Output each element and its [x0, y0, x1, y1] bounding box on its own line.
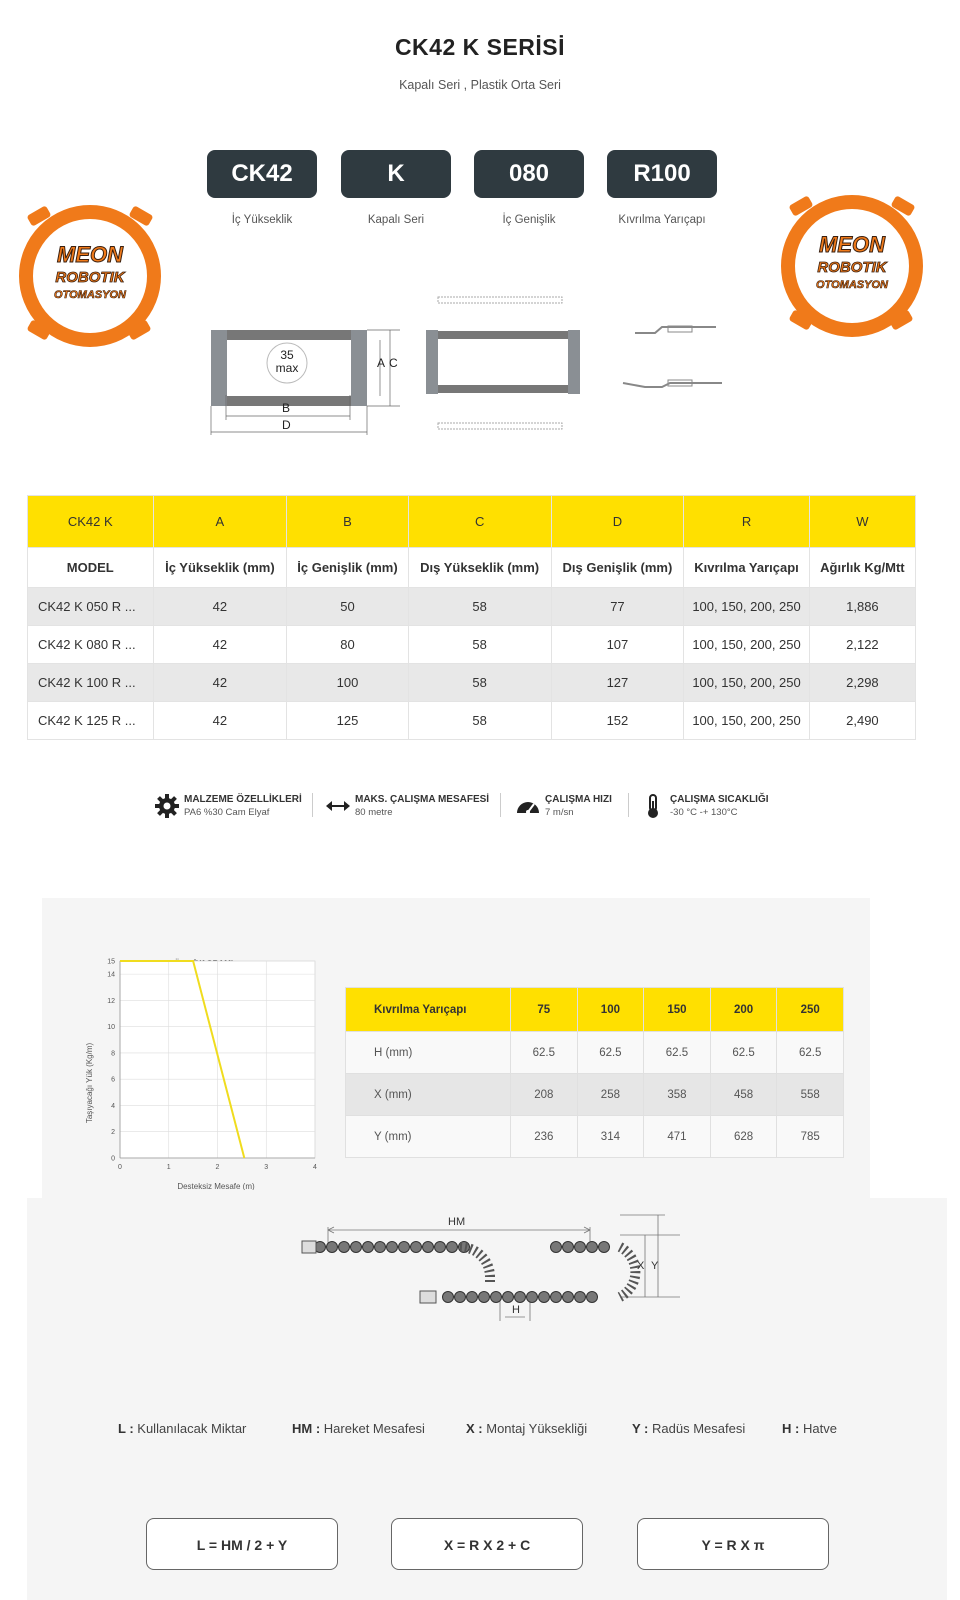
page-subtitle: Kapalı Seri , Plastik Orta Seri	[399, 78, 561, 92]
svg-text:H: H	[512, 1304, 520, 1316]
table-cell: Y (mm)	[346, 1116, 511, 1158]
svg-text:MEON: MEON	[57, 242, 123, 267]
feature-value: 80 metre	[355, 807, 393, 818]
table-cell: 100	[287, 664, 408, 702]
thermometer-icon	[640, 793, 666, 819]
radius-header-cell: 150	[644, 988, 711, 1032]
table-row	[346, 1116, 844, 1158]
table-cell: CK42 K 125 R ...	[28, 702, 154, 740]
table-cell: 62.5	[644, 1032, 711, 1074]
chain-installation-diagram	[300, 1205, 680, 1335]
code-box-radius: R100	[607, 150, 717, 198]
table-row	[28, 626, 916, 664]
chain-link	[399, 1242, 410, 1253]
svg-text:D: D	[282, 418, 291, 432]
chart-y-tick: 10	[107, 1024, 115, 1032]
chain-link	[539, 1292, 550, 1303]
table-cell: H (mm)	[346, 1032, 511, 1074]
spec-header-cell: CK42 K	[28, 496, 154, 548]
spec-header-cell: A	[153, 496, 287, 548]
company-logo-right	[772, 186, 932, 346]
table-cell: 2,490	[809, 702, 915, 740]
double-arrow-icon	[325, 793, 351, 819]
chain-link	[491, 1292, 502, 1303]
chain-link	[443, 1292, 454, 1303]
table-cell: 58	[408, 626, 551, 664]
table-cell: 58	[408, 664, 551, 702]
table-cell: 100, 150, 200, 250	[684, 702, 810, 740]
table-cell: 80	[287, 626, 408, 664]
table-cell: 2,122	[809, 626, 915, 664]
legend-item-y: Y : Radüs Mesafesi	[632, 1421, 746, 1436]
table-cell: 127	[551, 664, 684, 702]
table-cell: 785	[777, 1116, 844, 1158]
table-cell: 125	[287, 702, 408, 740]
table-cell: 42	[153, 626, 287, 664]
chart-x-tick: 1	[166, 1164, 171, 1171]
chart-y-tick: 0	[111, 1155, 115, 1163]
chart-y-tick: 2	[111, 1129, 115, 1137]
spec-subheader-cell: MODEL	[28, 548, 154, 588]
table-cell: 471	[644, 1116, 711, 1158]
svg-text:max: max	[275, 361, 299, 375]
table-cell: 107	[551, 626, 684, 664]
feature-value: PA6 %30 Cam Elyaf	[184, 807, 270, 818]
table-cell: 50	[287, 588, 408, 626]
table-cell: 42	[153, 664, 287, 702]
chart-x-tick: 4	[313, 1164, 317, 1171]
chart-x-tick: 0	[118, 1164, 122, 1171]
chain-link	[435, 1242, 446, 1253]
table-cell: CK42 K 050 R ...	[28, 588, 154, 626]
chart-x-tick: 3	[264, 1164, 269, 1171]
table-cell: 77	[551, 588, 684, 626]
chain-link	[563, 1292, 574, 1303]
spec-header-cell: C	[408, 496, 551, 548]
chain-front-view	[211, 330, 400, 435]
feature-material	[154, 793, 314, 825]
spec-subheader-cell: Dış Yükseklik (mm)	[408, 548, 551, 588]
spec-table-subheader	[28, 548, 916, 588]
radius-header-cell: 250	[777, 988, 844, 1032]
spec-subheader-cell: Ağırlık Kg/Mtt	[809, 548, 915, 588]
table-cell: 58	[408, 702, 551, 740]
svg-text:Y: Y	[651, 1260, 659, 1272]
table-cell: 558	[777, 1074, 844, 1116]
feature-title: ÇALIŞMA SICAKLIĞI	[670, 794, 769, 805]
chain-link	[527, 1292, 538, 1303]
spec-subheader-cell: İç Genişlik (mm)	[287, 548, 408, 588]
legend-item-l: L : Kullanılacak Miktar	[118, 1421, 247, 1436]
feature-divider	[628, 793, 629, 817]
chain-link	[351, 1242, 362, 1253]
feature-value: 7 m/sn	[545, 807, 574, 818]
table-cell: 208	[511, 1074, 578, 1116]
svg-text:OTOMASYON: OTOMASYON	[54, 289, 126, 301]
table-row	[28, 664, 916, 702]
radius-header-cell: 200	[710, 988, 777, 1032]
chain-end-bracket	[302, 1241, 316, 1253]
formula-mount-height: X = R X 2 + C	[391, 1518, 583, 1570]
formula-radius-distance: Y = R X π	[637, 1518, 829, 1570]
chain-side-view	[426, 297, 580, 429]
code-box-series: K	[341, 150, 451, 198]
feature-temperature	[640, 793, 770, 825]
svg-text:X: X	[637, 1260, 645, 1272]
code-box-width: 080	[474, 150, 584, 198]
chain-link	[551, 1242, 562, 1253]
spec-subheader-cell: Dış Genişlik (mm)	[551, 548, 684, 588]
chain-link	[423, 1242, 434, 1253]
feature-title: MALZEME ÖZELLİKLERİ	[184, 794, 302, 805]
chain-link	[599, 1242, 610, 1253]
table-row	[346, 1032, 844, 1074]
table-cell: 258	[577, 1074, 644, 1116]
chart-y-tick: 4	[111, 1102, 115, 1110]
radius-header-cell: 100	[577, 988, 644, 1032]
table-cell: X (mm)	[346, 1074, 511, 1116]
company-logo-left	[10, 196, 170, 356]
chain-link	[587, 1242, 598, 1253]
table-cell: 100, 150, 200, 250	[684, 588, 810, 626]
chain-link	[375, 1242, 386, 1253]
chart-y-label: Taşıyacağı Yük (Kg/m)	[85, 1042, 94, 1124]
chain-link	[479, 1292, 490, 1303]
svg-text:ROBOTIK: ROBOTIK	[55, 269, 125, 286]
table-cell: 152	[551, 702, 684, 740]
legend-item-hm: HM : Hareket Mesafesi	[292, 1421, 425, 1436]
svg-text:B: B	[282, 401, 291, 415]
page-title: CK42 K SERİSİ	[394, 34, 566, 60]
svg-text:C: C	[389, 356, 398, 370]
chain-link	[575, 1242, 586, 1253]
chart-y-tick: 15	[107, 958, 115, 966]
svg-text:HM: HM	[448, 1216, 466, 1228]
table-cell: 628	[710, 1116, 777, 1158]
table-cell: 236	[511, 1116, 578, 1158]
svg-text:MEON: MEON	[819, 232, 885, 257]
spec-header-cell: W	[809, 496, 915, 548]
table-cell: CK42 K 100 R ...	[28, 664, 154, 702]
table-cell: 358	[644, 1074, 711, 1116]
table-cell: 62.5	[577, 1032, 644, 1074]
speedometer-icon	[515, 793, 541, 819]
chain-link	[339, 1242, 350, 1253]
table-cell: 458	[710, 1074, 777, 1116]
svg-text:ROBOTIK: ROBOTIK	[817, 259, 887, 276]
table-cell: 100, 150, 200, 250	[684, 664, 810, 702]
svg-text:35: 35	[280, 348, 294, 362]
chain-link	[503, 1292, 514, 1303]
chart-y-tick: 12	[107, 997, 115, 1005]
table-cell: 2,298	[809, 664, 915, 702]
chain-link	[411, 1242, 422, 1253]
feature-distance	[325, 793, 500, 825]
table-cell: 314	[577, 1116, 644, 1158]
radius-table	[345, 987, 844, 1158]
feature-value: -30 °C -+ 130°C	[670, 807, 738, 818]
spec-header-cell: D	[551, 496, 684, 548]
spec-table-header	[28, 496, 916, 548]
chain-link	[575, 1292, 586, 1303]
table-row	[28, 702, 916, 740]
table-row	[346, 1074, 844, 1116]
table-cell: 42	[153, 702, 287, 740]
chain-link	[551, 1292, 562, 1303]
chain-link-profile	[623, 326, 722, 387]
feature-title: ÇALIŞMA HIZI	[545, 794, 612, 805]
chart-y-tick: 8	[111, 1050, 115, 1058]
spec-header-cell: R	[684, 496, 810, 548]
table-cell: 62.5	[511, 1032, 578, 1074]
table-row	[28, 588, 916, 626]
radius-header-cell: Kıvrılma Yarıçapı	[346, 988, 511, 1032]
spec-subheader-cell: İç Yükseklik (mm)	[153, 548, 287, 588]
legend-item-h: H : Hatve	[782, 1421, 837, 1436]
chain-link	[467, 1292, 478, 1303]
table-cell: 62.5	[710, 1032, 777, 1074]
code-label-series: Kapalı Seri	[367, 214, 425, 226]
legend-item-x: X : Montaj Yüksekliği	[466, 1421, 588, 1436]
feature-divider	[500, 793, 501, 817]
chart-x-label: Desteksiz Mesafe (m)	[177, 1182, 255, 1190]
code-label-radius: Kıvrılma Yarıçapı	[618, 214, 706, 226]
feature-divider	[312, 793, 313, 817]
formula-length: L = HM / 2 + Y	[146, 1518, 338, 1570]
chain-link	[563, 1242, 574, 1253]
svg-text:A: A	[377, 356, 386, 370]
spec-subheader-cell: Kıvrılma Yarıçapı	[684, 548, 810, 588]
radius-table-header	[346, 988, 844, 1032]
chain-link	[387, 1242, 398, 1253]
spec-header-cell: B	[287, 496, 408, 548]
chain-link	[515, 1292, 526, 1303]
table-cell: 58	[408, 588, 551, 626]
spec-table	[27, 495, 916, 740]
chain-link	[455, 1292, 466, 1303]
chain-link	[587, 1292, 598, 1303]
chart-y-tick: 14	[107, 971, 115, 979]
table-cell: 100, 150, 200, 250	[684, 626, 810, 664]
chain-link	[327, 1242, 338, 1253]
chain-link	[447, 1242, 458, 1253]
gear-icon	[154, 793, 180, 819]
table-cell: 62.5	[777, 1032, 844, 1074]
feature-speed	[515, 793, 625, 825]
code-box-height: CK42	[207, 150, 317, 198]
chain-link	[363, 1242, 374, 1253]
chain-cross-section-drawing	[200, 295, 760, 455]
feature-title: MAKS. ÇALIŞMA MESAFESİ	[355, 794, 490, 805]
svg-text:OTOMASYON: OTOMASYON	[816, 279, 888, 291]
code-label-height: İç Yükseklik	[231, 214, 293, 226]
table-cell: CK42 K 080 R ...	[28, 626, 154, 664]
chain-end-bracket	[420, 1291, 436, 1303]
table-cell: 1,886	[809, 588, 915, 626]
chart-x-tick: 2	[215, 1164, 220, 1171]
table-cell: 42	[153, 588, 287, 626]
radius-header-cell: 75	[511, 988, 578, 1032]
chart-y-tick: 6	[111, 1076, 115, 1084]
code-label-width: İç Genişlik	[502, 214, 556, 226]
load-diagram-chart	[72, 955, 332, 1190]
